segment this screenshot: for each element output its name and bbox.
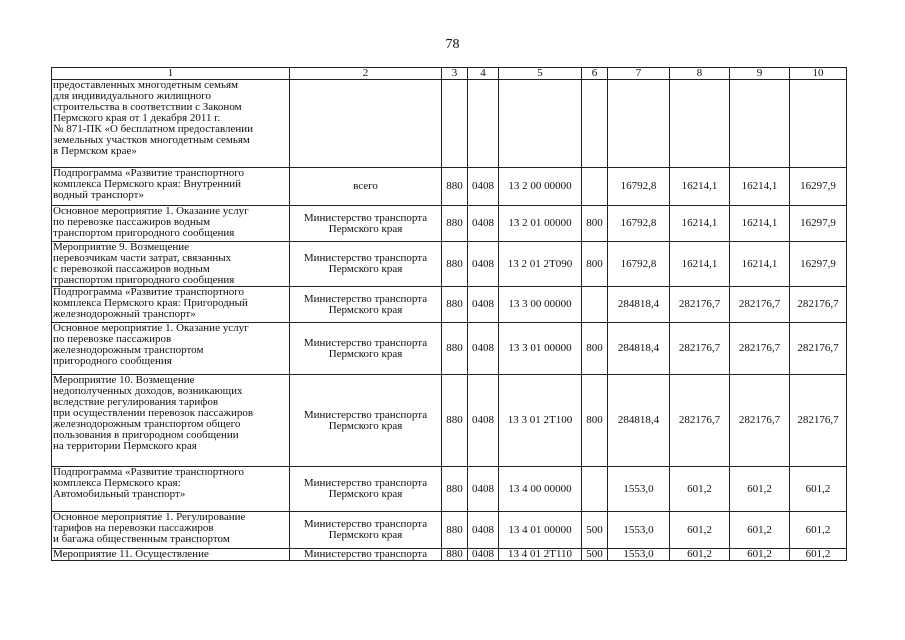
cell-value: 282176,7 — [790, 287, 847, 323]
cell-section-code: 0408 — [468, 549, 499, 561]
cell-value: 601,2 — [730, 467, 790, 512]
cell-value: 601,2 — [790, 512, 847, 549]
page-number: 78 — [445, 37, 460, 52]
cell-value: 284818,4 — [608, 323, 670, 375]
column-header: 2 — [290, 68, 442, 80]
cell-executor: Министерство транспорта — [290, 549, 442, 561]
column-header: 5 — [499, 68, 582, 80]
cell-expense-type — [582, 467, 608, 512]
cell-executor: Министерство транспорта Пермского края — [290, 467, 442, 512]
cell-value: 16297,9 — [790, 242, 847, 287]
cell-target-code: 13 4 01 2Т110 — [499, 549, 582, 561]
cell-executor: всего — [290, 168, 442, 206]
cell-value: 282176,7 — [730, 287, 790, 323]
cell-section-code: 0408 — [468, 287, 499, 323]
table-row — [52, 375, 847, 467]
column-header: 8 — [670, 68, 730, 80]
cell-value: 16214,1 — [670, 242, 730, 287]
cell-name: Мероприятие 9. Возмещение перевозчикам части затрат, связанных с перевозкой пассажиров водным транспортом пригородного сообщения — [52, 242, 290, 287]
cell-value: 282176,7 — [670, 375, 730, 467]
cell-target-code: 13 3 01 00000 — [499, 323, 582, 375]
cell-agency-code: 880 — [442, 168, 468, 206]
cell-value: 601,2 — [670, 467, 730, 512]
column-header: 7 — [608, 68, 670, 80]
cell-agency-code: 880 — [442, 549, 468, 561]
cell-value: 282176,7 — [790, 375, 847, 467]
cell-expense-type: 500 — [582, 549, 608, 561]
cell-name: Основное мероприятие 1. Оказание услуг по перевозке пассажиров водным транспортом пригородного сообщения — [52, 206, 290, 242]
cell-agency-code: 880 — [442, 242, 468, 287]
cell-executor: Министерство транспорта Пермского края — [290, 375, 442, 467]
cell-section-code: 0408 — [468, 512, 499, 549]
cell-value: 601,2 — [670, 549, 730, 561]
cell-value: 284818,4 — [608, 287, 670, 323]
cell-value: 282176,7 — [670, 287, 730, 323]
cell-value: 1553,0 — [608, 549, 670, 561]
cell-value: 601,2 — [670, 512, 730, 549]
table-row — [52, 168, 847, 206]
cell-expense-type: 800 — [582, 323, 608, 375]
cell-section-code — [468, 80, 499, 168]
cell-target-code: 13 4 00 00000 — [499, 467, 582, 512]
cell-value: 16214,1 — [730, 242, 790, 287]
cell-name: Подпрограмма «Развитие транспортного комплекса Пермского края: Пригородный железнодорожный транспорт» — [52, 287, 290, 323]
cell-name: Подпрограмма «Развитие транспортного комплекса Пермского края: Внутренний водный транспорт» — [52, 168, 290, 206]
cell-target-code: 13 3 01 2Т100 — [499, 375, 582, 467]
cell-value: 16792,8 — [608, 206, 670, 242]
cell-agency-code: 880 — [442, 512, 468, 549]
cell-name: предоставленных многодетным семьям для индивидуального жилищного строительства в соответствии с Законом Пермского края от 1 декабря 2011 г. № 871-ПК «О бесплатном предоставлении земельных участков многодетным семьям в Пермском крае» — [52, 80, 290, 168]
cell-target-code: 13 2 01 2Т090 — [499, 242, 582, 287]
cell-executor: Министерство транспорта Пермского края — [290, 287, 442, 323]
cell-name: Подпрограмма «Развитие транспортного комплекса Пермского края: Автомобильный транспорт» — [52, 467, 290, 512]
cell-value: 284818,4 — [608, 375, 670, 467]
cell-expense-type: 800 — [582, 242, 608, 287]
cell-name: Мероприятие 11. Осуществление — [52, 549, 290, 561]
cell-target-code: 13 2 00 00000 — [499, 168, 582, 206]
cell-agency-code: 880 — [442, 206, 468, 242]
cell-expense-type — [582, 287, 608, 323]
column-header: 6 — [582, 68, 608, 80]
budget-table — [51, 67, 847, 561]
cell-value: 601,2 — [730, 549, 790, 561]
cell-value: 16297,9 — [790, 206, 847, 242]
cell-executor: Министерство транспорта Пермского края — [290, 323, 442, 375]
cell-value — [730, 80, 790, 168]
cell-value: 282176,7 — [730, 323, 790, 375]
cell-target-code: 13 2 01 00000 — [499, 206, 582, 242]
column-header: 10 — [790, 68, 847, 80]
cell-agency-code: 880 — [442, 323, 468, 375]
table-header-row — [52, 68, 847, 80]
cell-section-code: 0408 — [468, 168, 499, 206]
cell-section-code: 0408 — [468, 375, 499, 467]
cell-value: 1553,0 — [608, 512, 670, 549]
cell-expense-type: 500 — [582, 512, 608, 549]
cell-value: 16214,1 — [670, 206, 730, 242]
table-row — [52, 549, 847, 561]
table-row — [52, 80, 847, 168]
cell-expense-type — [582, 80, 608, 168]
column-header: 3 — [442, 68, 468, 80]
cell-value: 282176,7 — [730, 375, 790, 467]
table-row — [52, 512, 847, 549]
column-header: 9 — [730, 68, 790, 80]
cell-value — [608, 80, 670, 168]
cell-executor: Министерство транспорта Пермского края — [290, 206, 442, 242]
cell-agency-code: 880 — [442, 375, 468, 467]
table-row — [52, 206, 847, 242]
cell-name: Мероприятие 10. Возмещение недополученных доходов, возникающих вследствие регулирования тарифов при осуществлении перевозок пассажиров железнодорожным транспортом общего пользования в пригородном сообщении на территории Пермского края — [52, 375, 290, 467]
cell-name: Основное мероприятие 1. Оказание услуг по перевозке пассажиров железнодорожным транспортом пригородного сообщения — [52, 323, 290, 375]
cell-agency-code — [442, 80, 468, 168]
cell-value: 601,2 — [790, 467, 847, 512]
cell-agency-code: 880 — [442, 287, 468, 323]
cell-name: Основное мероприятие 1. Регулирование тарифов на перевозки пассажиров и багажа общественным транспортом — [52, 512, 290, 549]
cell-target-code: 13 4 01 00000 — [499, 512, 582, 549]
cell-value: 16214,1 — [730, 168, 790, 206]
cell-expense-type — [582, 168, 608, 206]
column-header: 1 — [52, 68, 290, 80]
cell-value: 1553,0 — [608, 467, 670, 512]
cell-value: 282176,7 — [670, 323, 730, 375]
cell-executor: Министерство транспорта Пермского края — [290, 242, 442, 287]
cell-target-code — [499, 80, 582, 168]
cell-expense-type: 800 — [582, 206, 608, 242]
cell-expense-type: 800 — [582, 375, 608, 467]
table-row — [52, 467, 847, 512]
cell-value: 601,2 — [790, 549, 847, 561]
cell-executor — [290, 80, 442, 168]
cell-value — [670, 80, 730, 168]
cell-value: 16297,9 — [790, 168, 847, 206]
cell-section-code: 0408 — [468, 206, 499, 242]
cell-value: 16214,1 — [670, 168, 730, 206]
cell-value: 16792,8 — [608, 242, 670, 287]
cell-value: 16214,1 — [730, 206, 790, 242]
cell-value: 16792,8 — [608, 168, 670, 206]
table-row — [52, 323, 847, 375]
cell-executor: Министерство транспорта Пермского края — [290, 512, 442, 549]
cell-value: 282176,7 — [790, 323, 847, 375]
cell-agency-code: 880 — [442, 467, 468, 512]
cell-section-code: 0408 — [468, 242, 499, 287]
cell-section-code: 0408 — [468, 467, 499, 512]
cell-section-code: 0408 — [468, 323, 499, 375]
cell-target-code: 13 3 00 00000 — [499, 287, 582, 323]
cell-value: 601,2 — [730, 512, 790, 549]
table-row — [52, 287, 847, 323]
column-header: 4 — [468, 68, 499, 80]
table-row — [52, 242, 847, 287]
cell-value — [790, 80, 847, 168]
